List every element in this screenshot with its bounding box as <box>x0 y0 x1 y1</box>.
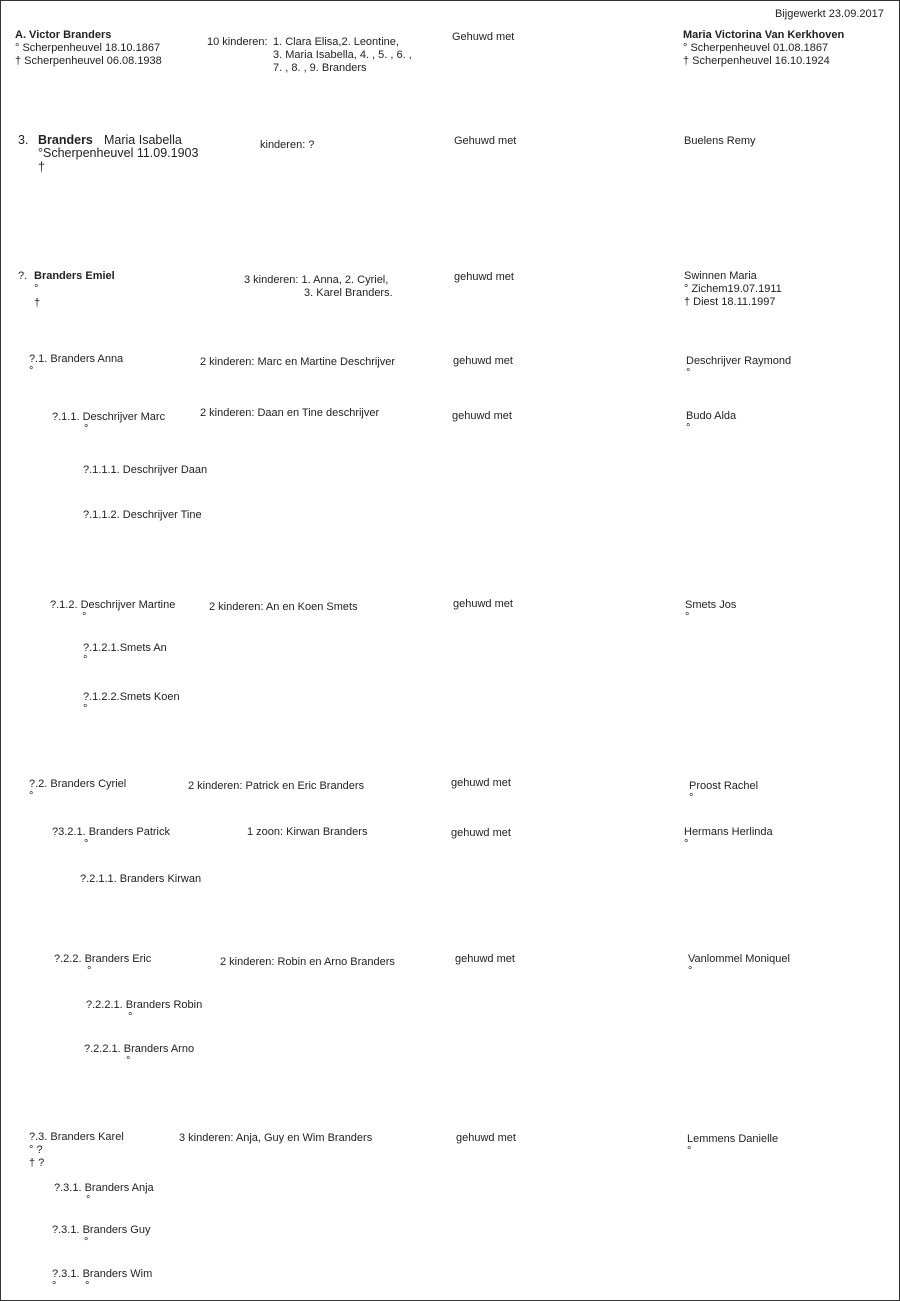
children-line: 3. Maria Isabella, 4. , 5. , 6. , <box>273 49 412 61</box>
spouse-name: Vanlommel Moniquel <box>688 953 790 965</box>
entry-name: ?.1.1. Deschrijver Marc <box>52 411 166 423</box>
update-date: Bijgewerkt 23.09.2017 <box>775 8 884 20</box>
entry-birth: ° <box>52 1280 57 1292</box>
entry-name: ?.1.2.2.Smets Koen <box>83 691 180 703</box>
married-label: gehuwd met <box>455 953 515 965</box>
children-label: 1 zoon: Kirwan Branders <box>247 826 368 838</box>
entry-surname: Branders <box>38 133 93 147</box>
children-line: 3 kinderen: 1. Anna, 2. Cyriel, <box>244 274 389 286</box>
entry-birth: ° <box>84 423 89 435</box>
spouse-name: Swinnen Maria <box>684 270 757 282</box>
spouse-birth: ° <box>684 838 689 850</box>
spouse-birth: ° <box>686 422 691 434</box>
entry-tine: ?.1.1.2. Deschrijver Tine <box>83 509 202 521</box>
entry-name: ?.3.1. Branders Wim <box>52 1268 153 1280</box>
entry-birth: ° ? <box>29 1144 43 1156</box>
children-label: 2 kinderen: An en Koen Smets <box>209 601 358 613</box>
married-label: gehuwd met <box>456 1132 516 1144</box>
entry-number: ?. <box>18 270 28 282</box>
entry-name: ?.1.2.1.Smets An <box>83 642 167 654</box>
married-label: gehuwd met <box>453 598 513 610</box>
entry-death: † ? <box>29 1157 45 1169</box>
married-label: gehuwd met <box>452 410 512 422</box>
entry-birth: ° <box>83 703 88 715</box>
children-label: kinderen: ? <box>260 139 315 151</box>
spouse-name: Hermans Herlinda <box>684 826 773 838</box>
entry-name: ?.3. Branders Karel <box>29 1131 124 1143</box>
entry-given-name: Maria Isabella <box>104 133 182 147</box>
entry-birth: ° <box>34 283 39 295</box>
entry-name: Branders Emiel <box>34 270 115 282</box>
spouse-name: Deschrijver Raymond <box>686 355 792 367</box>
entry-name: ?.2.2.1. Branders Arno <box>84 1043 195 1055</box>
spouse-birth: ° <box>688 965 693 977</box>
spouse-birth: ° <box>685 611 690 623</box>
spouse-name: Buelens Remy <box>684 135 756 147</box>
spouse-death: † Scherpenheuvel 16.10.1924 <box>683 55 830 67</box>
children-line: 1. Clara Elisa,2. Leontine, <box>273 36 399 48</box>
spouse-birth: ° <box>689 792 694 804</box>
children-label: 10 kinderen: <box>207 36 268 48</box>
person-name: A. Victor Branders <box>15 29 112 41</box>
entry-death: † <box>34 297 41 309</box>
entry-name: ?.1.2. Deschrijver Martine <box>50 599 176 611</box>
children-label: 2 kinderen: Patrick en Eric Branders <box>188 780 365 792</box>
entry-birth: ° <box>126 1055 131 1067</box>
spouse-name: Proost Rachel <box>689 780 759 792</box>
children-label: 3 kinderen: Anja, Guy en Wim Branders <box>179 1132 373 1144</box>
entry-birth: ° <box>87 965 92 977</box>
entry-birth: ° <box>86 1194 91 1206</box>
children-label: 2 kinderen: Marc en Martine Deschrijver <box>200 356 396 368</box>
married-label: gehuwd met <box>453 355 513 367</box>
married-label: gehuwd met <box>451 827 511 839</box>
married-label: Gehuwd met <box>452 31 515 43</box>
entry-name: ?.3.1. Branders Anja <box>54 1182 154 1194</box>
married-label: gehuwd met <box>454 271 514 283</box>
married-label: gehuwd met <box>451 777 511 789</box>
spouse-death: † Diest 18.11.1997 <box>684 296 776 308</box>
entry-name: ?3.2.1. Branders Patrick <box>52 826 171 838</box>
entry-birth: °Scherpenheuvel 11.09.1903 <box>38 146 199 160</box>
children-label: 2 kinderen: Daan en Tine deschrijver <box>200 407 380 419</box>
entry-name: ?.2. Branders Cyriel <box>29 778 127 790</box>
entry-kirwan: ?.2.1.1. Branders Kirwan <box>80 873 202 885</box>
entry-birth: ° <box>128 1011 133 1023</box>
spouse-name: Budo Alda <box>686 410 737 422</box>
entry-number: 3. <box>18 133 29 147</box>
entry-birth: ° <box>84 1236 89 1248</box>
entry-birth: ° <box>29 365 34 377</box>
spouse-birth: ° Scherpenheuvel 01.08.1867 <box>683 42 829 54</box>
entry-birth: ° <box>82 611 87 623</box>
children-line: 3. Karel Branders. <box>304 287 393 299</box>
entry-name: ?.3.1. Branders Guy <box>52 1224 151 1236</box>
entry-birth: ° <box>84 838 89 850</box>
entry-name: ?.2.2.1. Branders Robin <box>86 999 203 1011</box>
children-label: 2 kinderen: Robin en Arno Branders <box>220 956 395 968</box>
spouse-birth: ° Zichem19.07.1911 <box>684 283 782 295</box>
entry-birth: ° <box>29 790 34 802</box>
entry-name: ?.2.2. Branders Eric <box>54 953 152 965</box>
entry-birth: ° <box>83 654 88 666</box>
spouse-name: Lemmens Danielle <box>687 1133 779 1145</box>
spouse-name: Maria Victorina Van Kerkhoven <box>683 29 845 41</box>
entry-daan: ?.1.1.1. Deschrijver Daan <box>83 464 208 476</box>
entry-birth: ° <box>85 1280 90 1292</box>
married-label: Gehuwd met <box>454 135 517 147</box>
spouse-name: Smets Jos <box>685 599 737 611</box>
children-line: 7. , 8. , 9. Branders <box>273 62 367 74</box>
entry-death: † <box>38 160 45 174</box>
spouse-birth: ° <box>687 1145 692 1157</box>
spouse-birth: ° <box>686 367 691 379</box>
person-death: † Scherpenheuvel 06.08.1938 <box>15 55 162 67</box>
entry-name: ?.1. Branders Anna <box>29 353 124 365</box>
person-birth: ° Scherpenheuvel 18.10.1867 <box>15 42 161 54</box>
